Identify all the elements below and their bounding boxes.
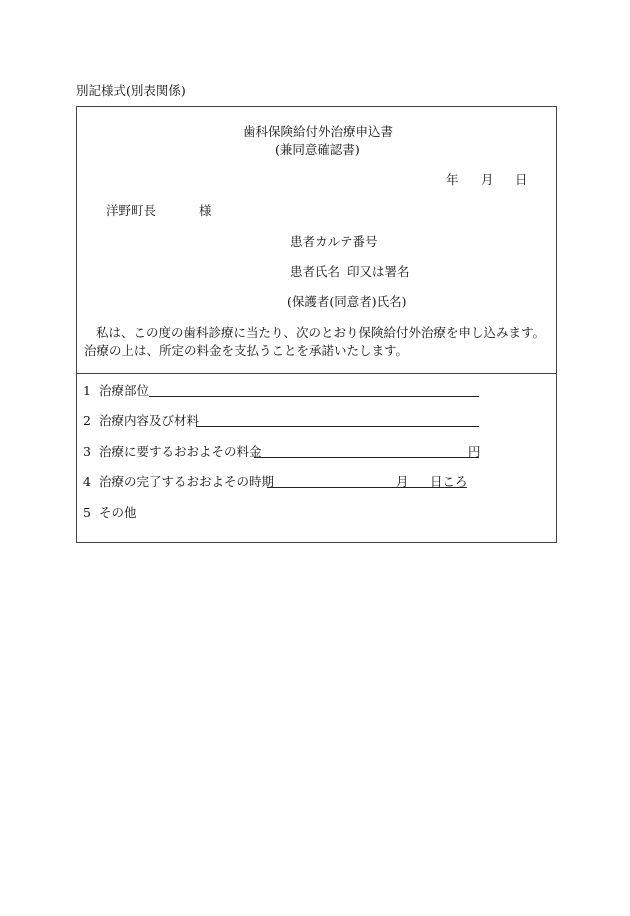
item-4-day-suffix: 日ころ [430,474,468,489]
date-year: 年 [446,172,459,187]
consent-paragraph [84,324,548,360]
date-month: 月 [481,172,494,187]
item-3-suffix: 円 [468,444,481,459]
guardian-name-label: (保護者(同意者)氏名) [287,294,407,309]
item-2-number: 2 [83,413,91,428]
form-header-label: 別記様式(別表関係) [76,83,186,98]
item-3-number: 3 [83,444,91,459]
item-5-label: その他 [99,505,137,520]
item-1-label: 治療部位 [99,383,150,398]
item-4-number: 4 [83,474,91,489]
item-1-number: 1 [83,383,91,398]
consent-text: 私は、この度の歯科診療に当たり、次のとおり保険給付外治療を申し込みます。治療の上は、所定の料金を支払うことを承諾いたします。 [84,325,546,358]
item-3-field[interactable] [254,457,479,458]
addressee-honorific: 様 [199,203,212,218]
date-day: 日 [515,172,528,187]
item-3-label: 治療に要するおおよその料金 [99,444,262,459]
item-2-field[interactable] [196,426,479,427]
patient-chart-number-label: 患者カルテ番号 [290,234,378,249]
item-5-number: 5 [83,505,91,520]
item-4-month-suffix: 月 [396,474,409,489]
form-subtitle: (兼同意確認書) [275,142,360,157]
addressee-name: 洋野町長 [106,203,157,218]
item-2-label: 治療内容及び材料 [99,413,200,428]
form-title: 歯科保険給付外治療申込書 [243,124,394,139]
item-4-label: 治療の完了するおおよその時期 [99,474,275,489]
patient-name-label: 患者氏名 [290,264,341,279]
item-1-field[interactable] [149,396,479,397]
patient-seal-label: 印又は署名 [347,264,410,279]
form-divider [76,373,557,374]
